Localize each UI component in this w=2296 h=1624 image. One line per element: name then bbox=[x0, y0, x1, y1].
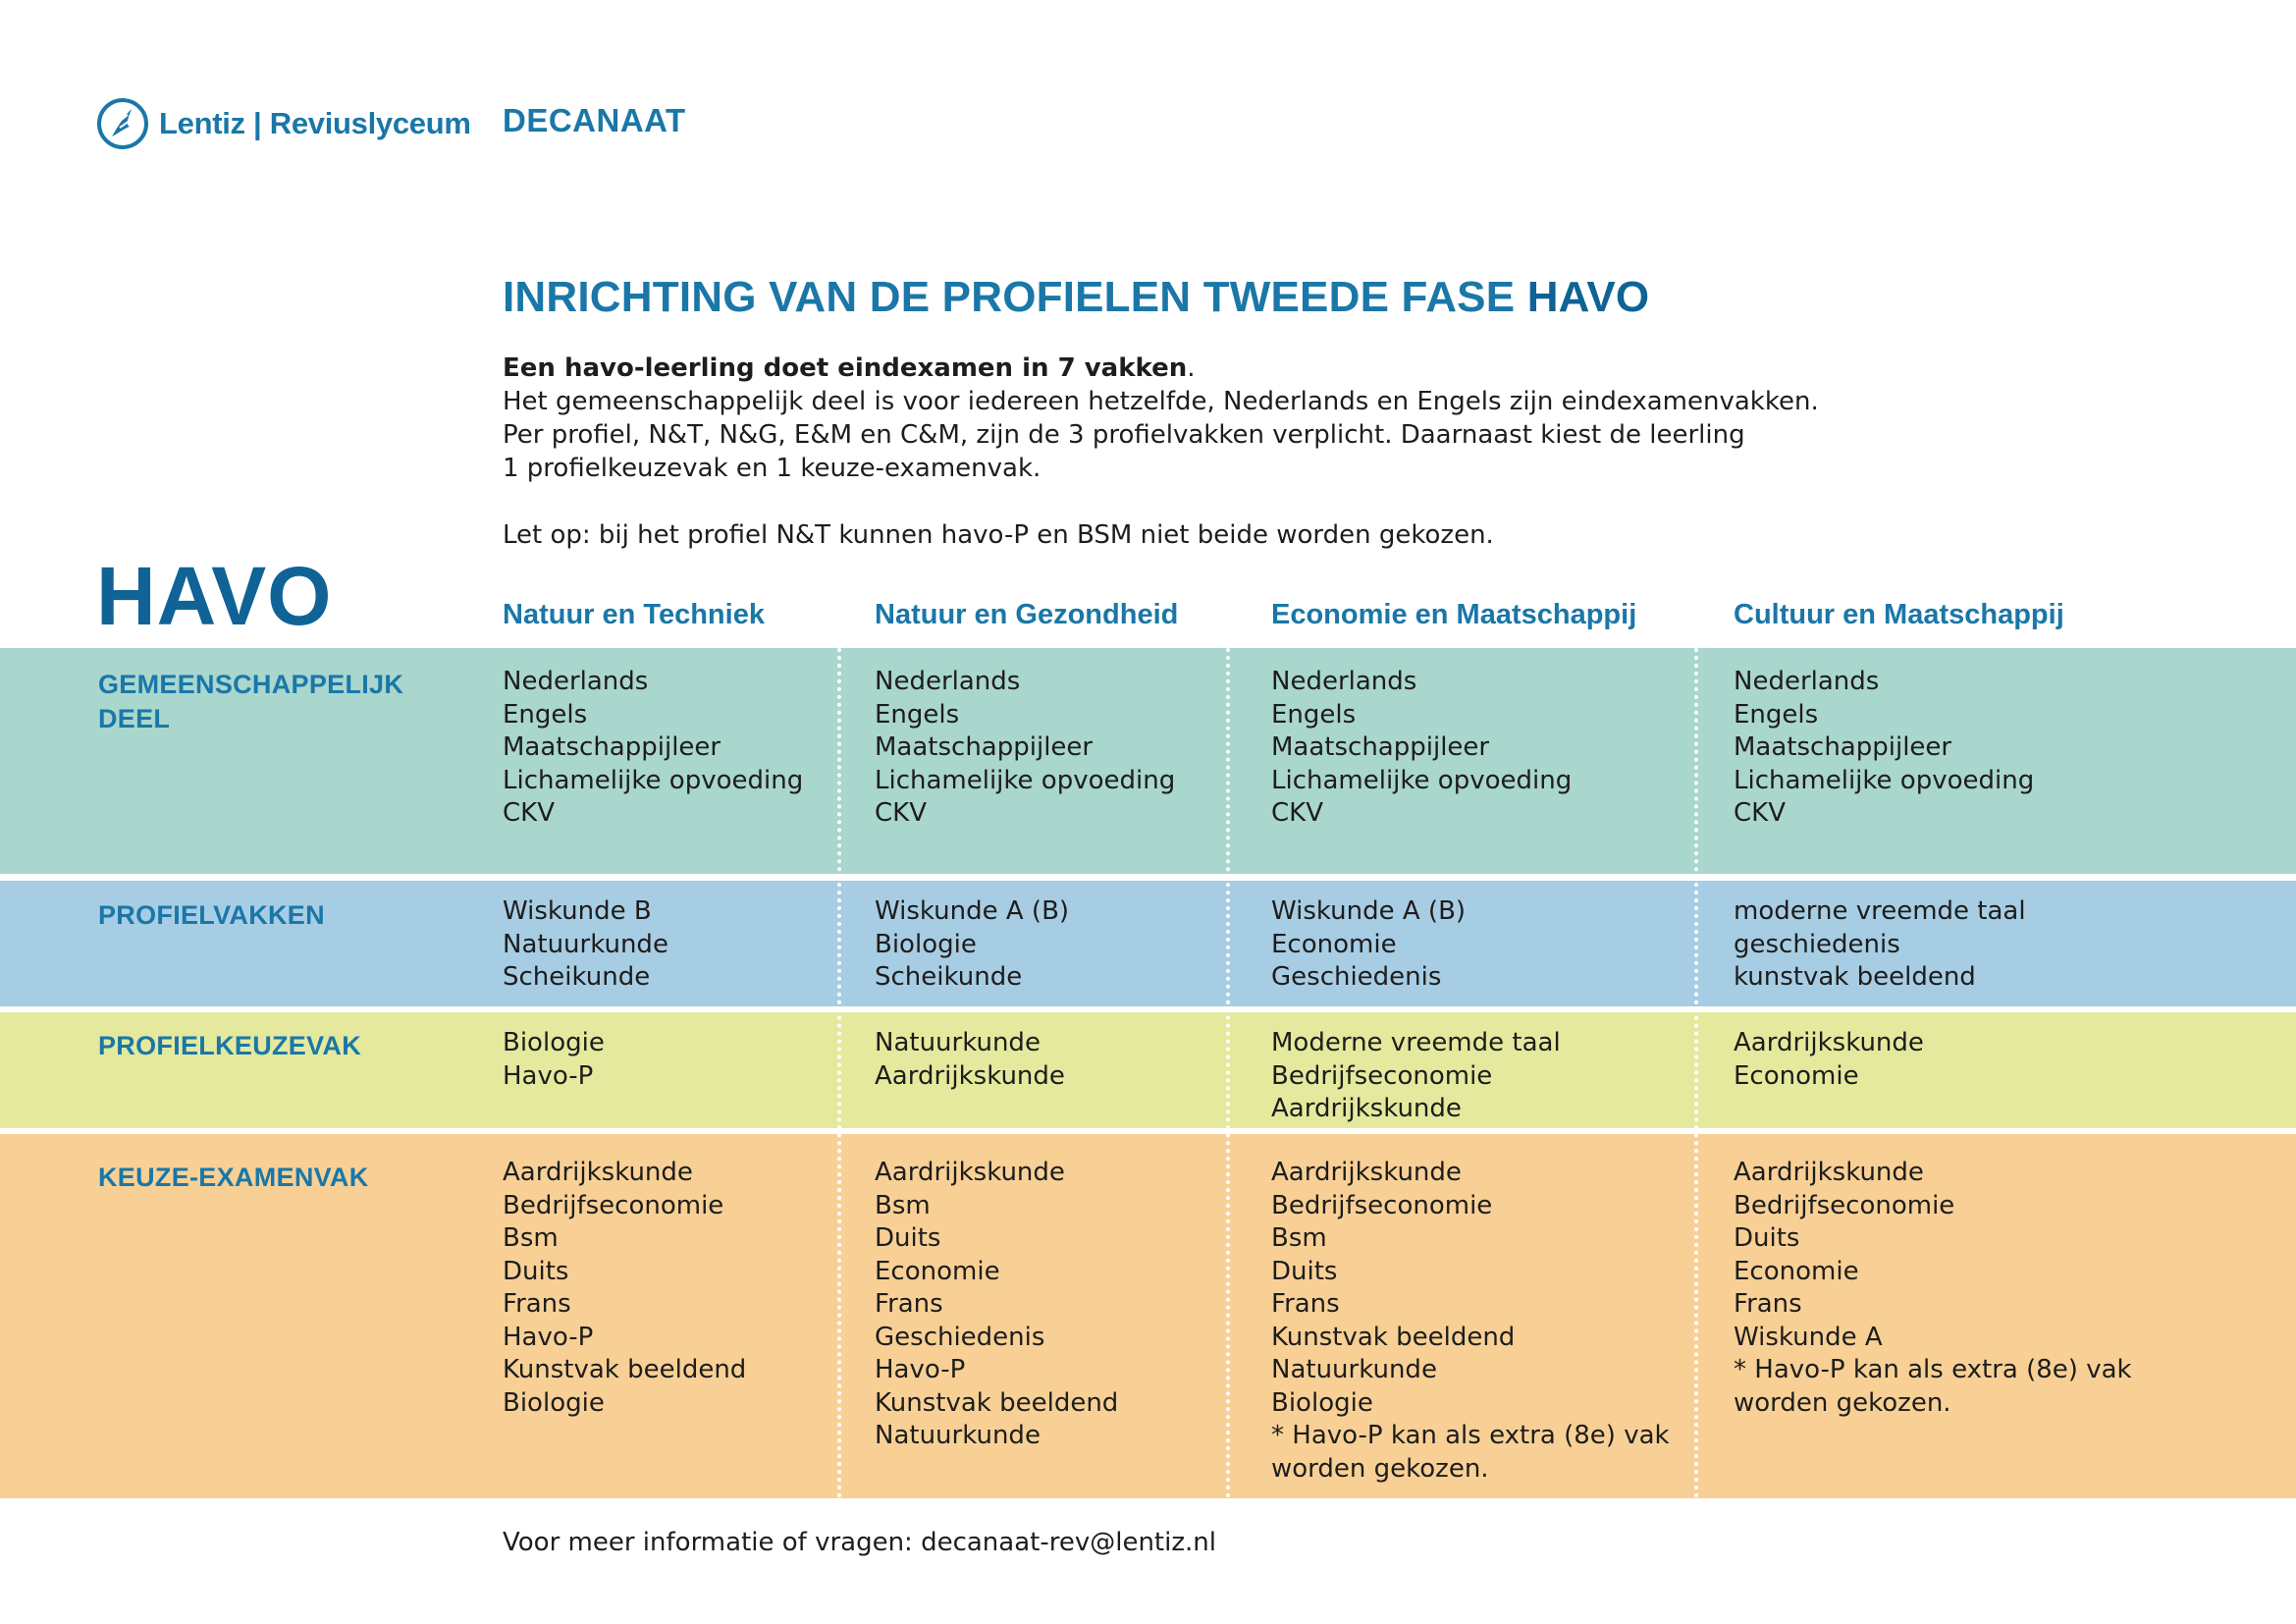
intro-lead: Een havo-leerling doet eindexamen in 7 vakken bbox=[503, 353, 1188, 383]
logo-text: Lentiz | Reviuslyceum bbox=[159, 106, 471, 140]
cell bbox=[503, 1027, 605, 1093]
subject-item: Aardrijkskunde bbox=[1271, 1158, 1462, 1187]
column-header-nt: Natuur en Techniek bbox=[503, 599, 765, 630]
subject-item: Wiskunde A bbox=[1734, 1322, 1883, 1352]
subject-item: * Havo-P kan als extra (8e) vak bbox=[1271, 1421, 1670, 1450]
subject-item: Bedrijfseconomie bbox=[1734, 1190, 1955, 1220]
subject-item: Aardrijkskunde bbox=[1271, 1094, 1462, 1123]
cell bbox=[1271, 895, 1466, 995]
subject-item: Frans bbox=[1734, 1289, 1802, 1319]
intro-line: Het gemeenschappelijk deel is voor iedereen hetzelfde, Nederlands en Engels zijn eindexamenvakken. bbox=[503, 387, 1819, 416]
subject-item: Bedrijfseconomie bbox=[503, 1190, 724, 1220]
subject-item: Moderne vreemde taal bbox=[1271, 1028, 1561, 1057]
subject-item: Duits bbox=[1271, 1256, 1338, 1286]
subject-item: CKV bbox=[1271, 798, 1323, 828]
subject-item: Aardrijkskunde bbox=[1734, 1028, 1924, 1057]
footer-contact: Voor meer informatie of vragen: decanaat-rev@lentiz.nl bbox=[503, 1528, 1216, 1557]
subject-item: Duits bbox=[503, 1256, 569, 1286]
lentiz-logo-icon bbox=[96, 97, 149, 150]
subject-item: Kunstvak beeldend bbox=[1271, 1322, 1516, 1352]
subject-item: Kunstvak beeldend bbox=[875, 1387, 1119, 1418]
subject-item: Economie bbox=[1734, 1256, 1859, 1286]
subject-item: Nederlands bbox=[503, 667, 649, 696]
cell bbox=[875, 1027, 1065, 1093]
subject-item: Wiskunde A (B) bbox=[1271, 896, 1467, 926]
cell bbox=[875, 1157, 1118, 1453]
cell bbox=[875, 666, 1175, 831]
subject-item: Bedrijfseconomie bbox=[1271, 1190, 1493, 1220]
subject-item: Economie bbox=[1271, 929, 1397, 959]
subject-item: Duits bbox=[875, 1223, 941, 1253]
subject-item: Maatschappijleer bbox=[503, 732, 721, 762]
subject-item: Lichamelijke opvoeding bbox=[1734, 765, 2035, 795]
subject-item: Aardrijkskunde bbox=[1734, 1158, 1924, 1187]
subject-item: Natuurkunde bbox=[1271, 1355, 1437, 1384]
subject-item: Havo-P bbox=[503, 1322, 594, 1352]
subject-item: Nederlands bbox=[875, 667, 1021, 696]
cell bbox=[1271, 1157, 1670, 1486]
subject-item: Natuurkunde bbox=[875, 1028, 1041, 1057]
subject-item: worden gekozen. bbox=[1271, 1453, 1489, 1484]
subject-item: Economie bbox=[875, 1256, 1000, 1286]
subject-item: Wiskunde B bbox=[503, 896, 652, 926]
intro-note: Let op: bij het profiel N&T kunnen havo-P en BSM niet beide worden gekozen. bbox=[503, 520, 1494, 550]
subject-item: CKV bbox=[875, 798, 927, 828]
subject-item: moderne vreemde taal bbox=[1734, 896, 2026, 926]
subject-item: * Havo-P kan als extra (8e) vak bbox=[1734, 1355, 2132, 1384]
subject-item: Frans bbox=[503, 1289, 571, 1319]
column-header-cm: Cultuur en Maatschappij bbox=[1734, 599, 2064, 630]
subject-item: Scheikunde bbox=[503, 962, 651, 992]
row-label-profielvakken: PROFIELVAKKEN bbox=[98, 900, 325, 930]
row-label-keuze-examenvak: KEUZE-EXAMENVAK bbox=[98, 1163, 369, 1192]
subject-item: Lichamelijke opvoeding bbox=[503, 765, 804, 795]
header bbox=[96, 96, 471, 151]
row-label-profielkeuzevak: PROFIELKEUZEVAK bbox=[98, 1031, 362, 1060]
subject-item: Biologie bbox=[503, 1387, 605, 1418]
intro-text: Een havo-leerling doet eindexamen in 7 vakken. Het gemeenschappelijk deel is voor iedereen hetzelfde, Nederlands en Engels zijn eindexamenvakken. Per profiel, N&T, N&G, E&M en C&M, zijn de 3 profielvakken verplicht. Daarnaast kiest de leerling 1 profielkeuzevak en 1 keuze-examenvak. Let op: bij het profiel N&T kunnen havo-P en BSM niet beide worden gekozen. bbox=[503, 352, 2171, 552]
subject-item: Aardrijkskunde bbox=[503, 1158, 693, 1187]
subject-item: Engels bbox=[875, 699, 960, 730]
department-label: DECANAAT bbox=[503, 102, 686, 138]
subject-item: Engels bbox=[503, 699, 588, 730]
subject-item: Duits bbox=[1734, 1223, 1800, 1253]
subject-item: Engels bbox=[1271, 699, 1357, 730]
intro-line: Per profiel, N&T, N&G, E&M en C&M, zijn de 3 profielvakken verplicht. Daarnaast kiest de leerling bbox=[503, 420, 1745, 450]
subject-item: Biologie bbox=[875, 929, 977, 959]
subject-item: Geschiedenis bbox=[1271, 962, 1442, 992]
cell bbox=[875, 895, 1069, 995]
subject-item: geschiedenis bbox=[1734, 929, 1900, 959]
subject-item: Kunstvak beeldend bbox=[503, 1355, 747, 1384]
subject-item: Bsm bbox=[875, 1190, 931, 1220]
column-header-em: Economie en Maatschappij bbox=[1271, 599, 1637, 630]
subject-item: Geschiedenis bbox=[875, 1322, 1045, 1352]
row-label-gemeenschappelijk: GEMEENSCHAPPELIJK DEEL bbox=[98, 670, 404, 733]
subject-item: Scheikunde bbox=[875, 962, 1023, 992]
cell bbox=[503, 666, 803, 831]
subject-item: Maatschappijleer bbox=[1271, 732, 1490, 762]
page-title: INRICHTING VAN DE PROFIELEN TWEEDE FASE HAVO bbox=[503, 273, 1650, 321]
subject-item: Lichamelijke opvoeding bbox=[875, 765, 1176, 795]
cell bbox=[1734, 895, 2026, 995]
subject-item: kunstvak beeldend bbox=[1734, 962, 1976, 992]
subject-item: Bsm bbox=[1271, 1223, 1327, 1253]
subject-item: Wiskunde A (B) bbox=[875, 896, 1070, 926]
subject-item: Natuurkunde bbox=[503, 929, 668, 959]
subject-item: Bsm bbox=[503, 1223, 559, 1253]
column-header-ng: Natuur en Gezondheid bbox=[875, 599, 1179, 630]
subject-item: Aardrijkskunde bbox=[875, 1158, 1065, 1187]
subject-item: Biologie bbox=[1271, 1387, 1373, 1418]
subject-item: CKV bbox=[1734, 798, 1786, 828]
subject-item: Natuurkunde bbox=[875, 1421, 1041, 1450]
subject-item: Engels bbox=[1734, 699, 1819, 730]
subject-item: Havo-P bbox=[875, 1355, 966, 1384]
subject-item: Aardrijkskunde bbox=[875, 1060, 1065, 1091]
level-heading: HAVO bbox=[96, 550, 333, 642]
subject-item: Bedrijfseconomie bbox=[1271, 1060, 1493, 1091]
cell bbox=[1734, 666, 2034, 831]
subject-item: Havo-P bbox=[503, 1060, 594, 1091]
subject-item: CKV bbox=[503, 798, 555, 828]
column-divider bbox=[1226, 648, 1230, 1498]
cell bbox=[1271, 1027, 1561, 1126]
cell bbox=[503, 1157, 746, 1420]
subject-item: Frans bbox=[875, 1289, 943, 1319]
subject-item: worden gekozen. bbox=[1734, 1387, 1951, 1418]
cell bbox=[503, 895, 668, 995]
subject-item: Nederlands bbox=[1271, 667, 1417, 696]
cell bbox=[1734, 1157, 2132, 1420]
cell bbox=[1734, 1027, 1924, 1093]
subject-item: Maatschappijleer bbox=[875, 732, 1094, 762]
subject-item: Frans bbox=[1271, 1289, 1340, 1319]
subject-item: Biologie bbox=[503, 1028, 605, 1057]
subject-item: Nederlands bbox=[1734, 667, 1880, 696]
cell bbox=[1271, 666, 1572, 831]
subject-item: Maatschappijleer bbox=[1734, 732, 1952, 762]
subject-item: Lichamelijke opvoeding bbox=[1271, 765, 1573, 795]
column-divider bbox=[1694, 648, 1698, 1498]
intro-line: 1 profielkeuzevak en 1 keuze-examenvak. bbox=[503, 454, 1041, 483]
subject-item: Economie bbox=[1734, 1060, 1859, 1091]
column-divider bbox=[837, 648, 841, 1498]
